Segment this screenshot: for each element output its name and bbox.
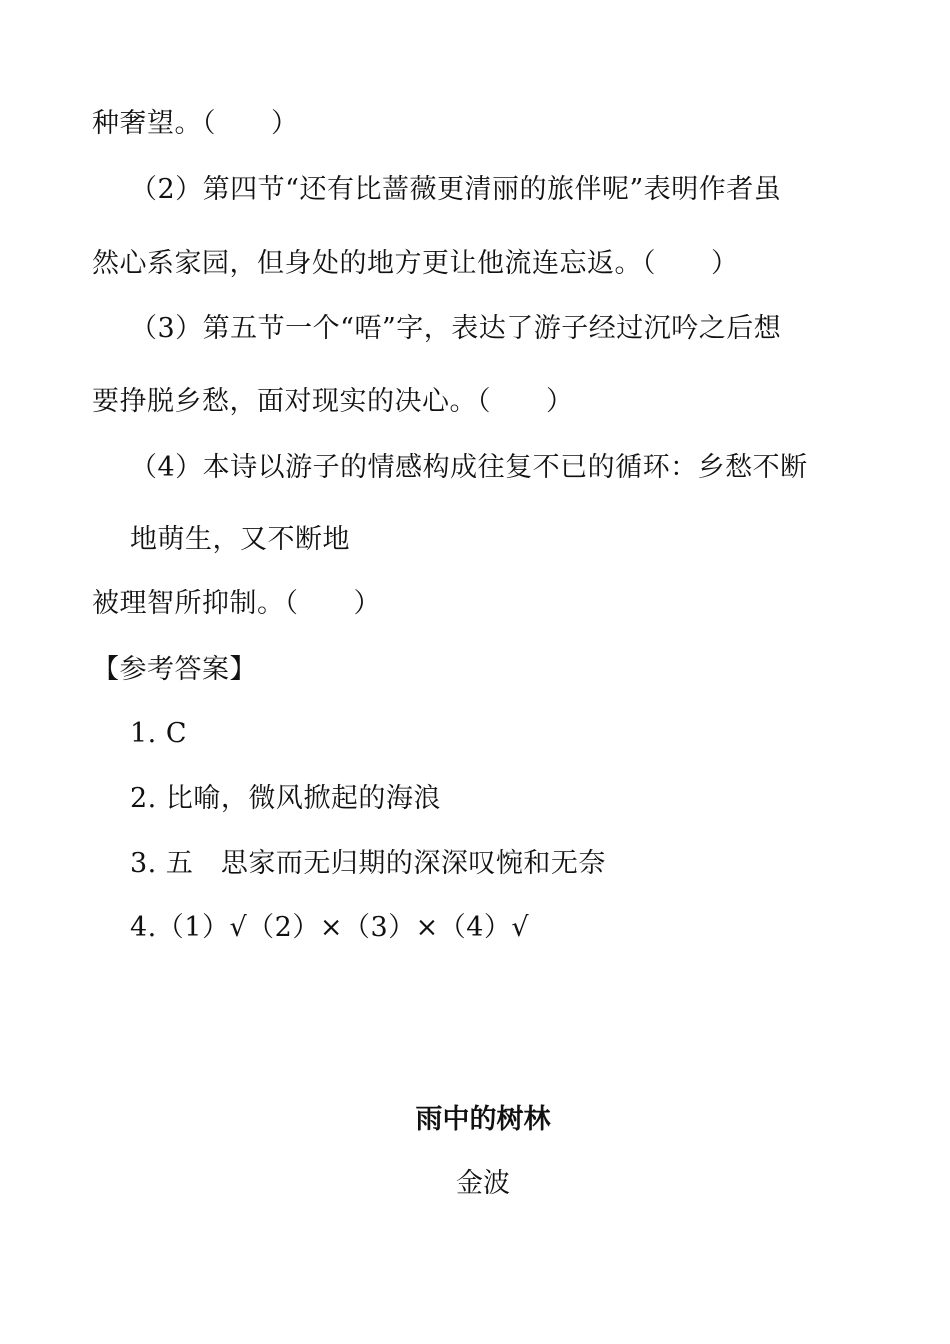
question-line: 然心系家园，但身处的地方更让他流连忘返。（ ） xyxy=(92,248,739,279)
question-line: 被理智所抑制。（ ） xyxy=(92,588,381,619)
answer-heading: 【参考答案】 xyxy=(92,654,257,685)
section-author: 金波 xyxy=(456,1168,510,1199)
answer-item: 1. C xyxy=(130,718,188,749)
answer-item: 2. 比喻，微风掀起的海浪 xyxy=(130,783,441,814)
question-line: 要挣脱乡愁，面对现实的决心。（ ） xyxy=(92,386,574,417)
answer-item: 3. 五 思家而无归期的深深叹惋和无奈 xyxy=(130,848,606,879)
question-line: 地萌生，又不断地 xyxy=(130,524,350,555)
question-line: 种奢望。（ ） xyxy=(92,108,299,139)
question-line: （4）本诗以游子的情感构成往复不已的循环：乡愁不断 xyxy=(130,452,808,483)
question-line: （3）第五节一个“唔”字，表达了游子经过沉吟之后想 xyxy=(130,313,782,344)
section-title: 雨中的树林 xyxy=(415,1104,551,1135)
answer-item: 4.（1）√（2）×（3）×（4）√ xyxy=(130,912,530,943)
question-line: （2）第四节“还有比蔷薇更清丽的旅伴呢”表明作者虽 xyxy=(130,174,782,205)
